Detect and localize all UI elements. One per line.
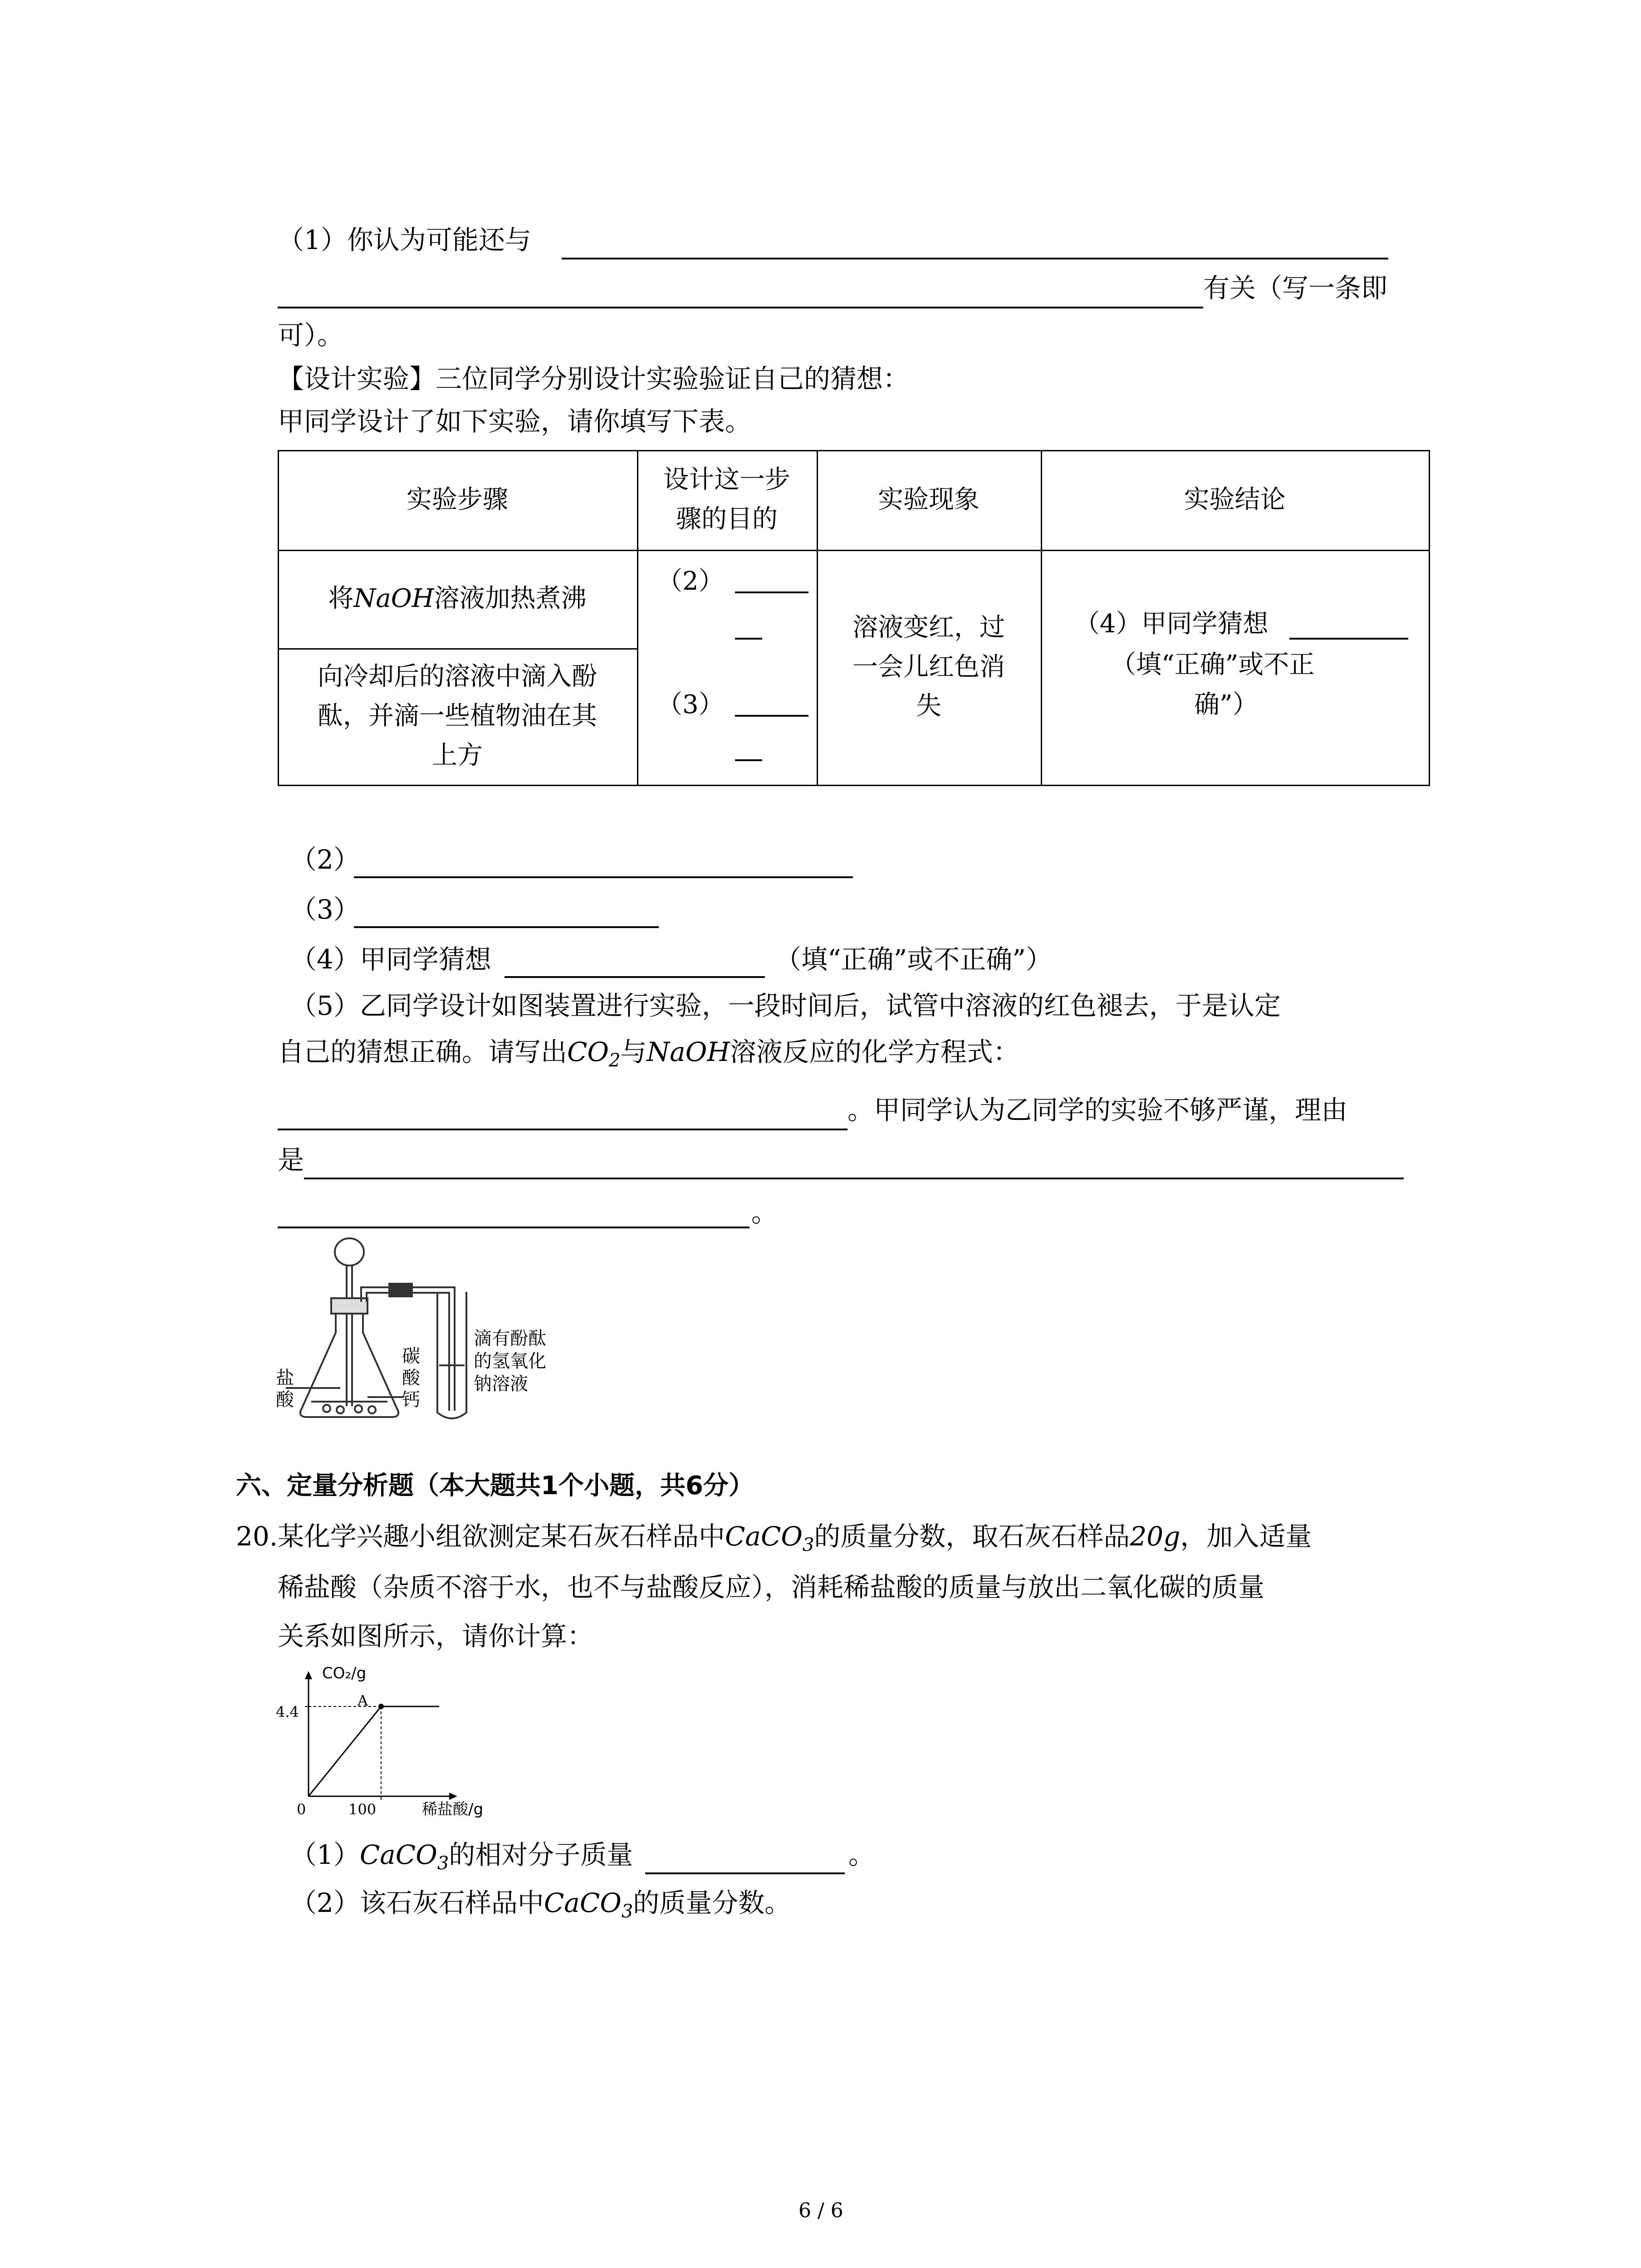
answer-4-label: （4）甲同学猜想 <box>290 944 491 975</box>
q20-sub-1-blank[interactable] <box>645 1872 845 1874</box>
answer-3-blank[interactable] <box>354 926 659 928</box>
table-purpose-2-label: （2） <box>657 567 724 596</box>
table-header-phenomenon: 实验现象 <box>878 484 980 514</box>
q5-reason-blank-1[interactable] <box>304 1178 1404 1179</box>
q20-line-3: 关系如图所示，请你计算： <box>278 1621 594 1652</box>
design-heading: 【设计实验】三位同学分别设计实验验证自己的猜想： <box>278 363 910 394</box>
chart-x-tick-label: 100 <box>348 1801 377 1818</box>
table-purpose-2-blank[interactable] <box>735 591 808 593</box>
chart-x-axis-arrow <box>449 1793 457 1800</box>
q20-sub-1: （1）CaCO$_3$的相对分子质量 <box>290 1839 633 1874</box>
chart-origin-label: 0 <box>297 1801 306 1818</box>
q1-prefix: （1）你认为可能还与 <box>278 225 531 255</box>
table-header-purpose: 设计这一步 骤的目的 <box>663 465 790 534</box>
table-header-step: 实验步骤 <box>407 484 508 514</box>
q5-line-3: 。甲同学认为乙同学的实验不够严谨，理由 <box>847 1095 1348 1125</box>
table-purpose-3-blank[interactable] <box>735 715 808 717</box>
chart-point-a <box>378 1704 384 1709</box>
section-6-title: 六、定量分析题（本大题共1个小题，共6分） <box>236 1471 754 1501</box>
chart-point-label: A <box>358 1692 368 1709</box>
table-purpose-3-label: （3） <box>657 690 724 719</box>
chart-y-tick-label: 4.4 <box>276 1703 299 1721</box>
answer-4-blank[interactable] <box>505 976 765 978</box>
table-conclusion-blank[interactable] <box>1289 638 1408 640</box>
table-conclusion-hint-1: （填“正确”或不正 <box>1111 650 1315 679</box>
experiment-table <box>278 450 1430 786</box>
table-phenomenon: 溶液变红，过 一会儿红色消 失 <box>852 612 1005 721</box>
chart-series-line <box>309 1706 439 1796</box>
q5-equation-blank[interactable] <box>278 1129 847 1130</box>
table-step-phenolphthalein: 向冷却后的溶液中滴入酚 酞，并滴一些植物油在其 上方 <box>318 662 597 770</box>
co2-chart <box>272 1660 499 1823</box>
q1-blank-2[interactable] <box>278 307 1203 308</box>
chart-xlabel: 稀盐酸/g <box>422 1800 484 1818</box>
table-step-boil: 将NaOH溶液加热煮沸 <box>328 584 587 614</box>
table-conclusion-hint-2: 确”） <box>1194 690 1258 719</box>
caco3-label: 碳 酸 钙 <box>402 1346 420 1410</box>
test-tube-label: 滴有酚酞 的氢氧化 钠溶液 <box>474 1328 546 1394</box>
q1-blank-1[interactable] <box>562 258 1388 259</box>
q20-number: 20. <box>236 1521 278 1552</box>
q5-line-2: 自己的猜想正确。请写出$CO_2$与NaOH溶液反应的化学方程式： <box>278 1036 1019 1071</box>
page-number: 6 / 6 <box>798 2199 843 2222</box>
q20-sub-2: （2）该石灰石样品中CaCO$_3$的质量分数。 <box>290 1887 791 1922</box>
table-header-conclusion: 实验结论 <box>1184 484 1286 514</box>
q5-line-5: 。 <box>751 1197 778 1228</box>
chart-ylabel: CO₂/g <box>322 1664 367 1682</box>
q5-reason-blank-2[interactable] <box>278 1227 749 1228</box>
table-purpose-2-blank-cont[interactable] <box>735 638 762 640</box>
q20-line-2: 稀盐酸（杂质不溶于水，也不与盐酸反应），消耗稀盐酸的质量与放出二氧化碳的质量 <box>278 1572 1265 1603</box>
q1-continuation: 可）。 <box>278 320 344 351</box>
table-purpose-3-blank-cont[interactable] <box>735 759 762 761</box>
q1-suffix: 有关（写一条即 <box>1203 273 1388 303</box>
q20-line-1: 某化学兴趣小组欲测定某石灰石样品中CaCO$_3$的质量分数，取石灰石样品20g，加入适量 <box>278 1521 1312 1555</box>
answer-3-label: （3） <box>290 894 360 925</box>
q5-line-1: （5）乙同学设计如图装置进行实验，一段时间后，试管中溶液的红色褪去，于是认定 <box>290 990 1281 1021</box>
q5-line-4: 是 <box>278 1144 304 1175</box>
q20-sub-1-end: 。 <box>848 1839 875 1870</box>
table-conclusion-label: （4）甲同学猜想 <box>1074 609 1269 639</box>
acid-label: 盐 酸 <box>276 1368 294 1410</box>
design-intro: 甲同学设计了如下实验，请你填写下表。 <box>278 406 752 437</box>
answer-2-blank[interactable] <box>354 876 853 878</box>
answer-2-label: （2） <box>290 844 360 875</box>
answer-4-hint: （填“正确”或不正确”） <box>775 944 1052 975</box>
chart-y-axis-arrow <box>305 1671 312 1679</box>
